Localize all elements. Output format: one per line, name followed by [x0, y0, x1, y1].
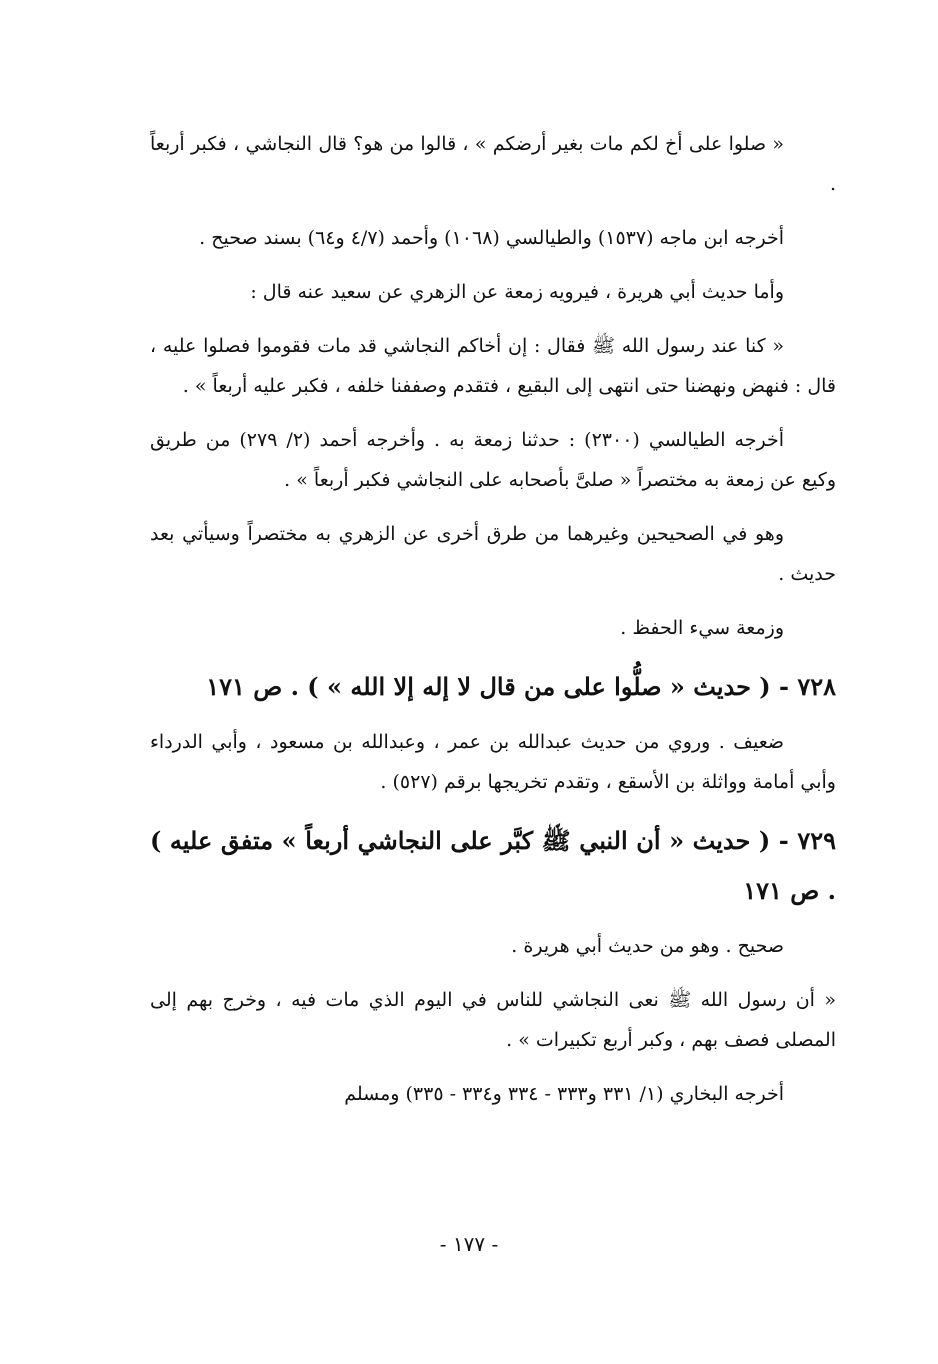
- paragraph-13: أخرجه البخاري (١/ ٣٣١ و٣٣٣ - ٣٣٤ و٣٣٤ - ٣٣٥) ومسلم: [344, 1083, 784, 1105]
- paragraph-3: وأما حديث أبي هريرة ، فيرويه زمعة عن الزهري عن سعيد عنه قال :: [250, 281, 784, 303]
- hadith-heading-729: ٧٢٩ - ( حديث « أن النبي ﷺ كبَّر على النجاشي أربعاً » متفق عليه ) . ص ١٧١: [150, 826, 836, 905]
- page-body: [150, 124, 836, 1114]
- paragraph-9: ضعيف . وروي من حديث عبدالله بن عمر ، وعبدالله بن مسعود ، وأبي الدرداء وأبي أمامة وواثلة بن الأسقع ، وتقدم تخريجها برقم (٥٢٧) .: [150, 731, 836, 793]
- page-number: - ١٧٧ -: [439, 1232, 499, 1256]
- paragraph-7: وزمعة سيء الحفظ .: [620, 617, 784, 639]
- paragraph-11: صحيح . وهو من حديث أبي هريرة .: [511, 935, 784, 957]
- paragraph-5: أخرجه الطيالسي (٢٣٠٠) : حدثنا زمعة به . وأخرجه أحمد (٢/ ٢٧٩) من طريق وكيع عن زمعة به مختصراً « صلىَّ بأصحابه على النجاشي فكبر أربعاً » .: [150, 429, 836, 491]
- hadith-heading-728: ٧٢٨ - ( حديث « صلُّوا على من قال لا إله إلا الله » ) . ص ١٧١: [206, 672, 836, 701]
- paragraph-12: « أن رسول الله ﷺ نعى النجاشي للناس في اليوم الذي مات فيه ، وخرج بهم إلى المصلى فصف بهم ، وكبر أربع تكبيرات » .: [150, 989, 836, 1051]
- paragraph-4: « كنا عند رسول الله ﷺ فقال : إن أخاكم النجاشي قد مات فقوموا فصلوا عليه ، قال : فنهض ونهضنا حتى انتهى إلى البقيع ، فتقدم وصففنا خلفه ، فكبر عليه أربعاً » .: [150, 335, 836, 397]
- paragraph-2: أخرجه ابن ماجه (١٥٣٧) والطيالسي (١٠٦٨) وأحمد (٤/٧ و٦٤) بسند صحيح .: [199, 227, 784, 249]
- paragraph-1: « صلوا على أخ لكم مات بغير أرضكم » ، قالوا من هو؟ قال النجاشي ، فكبر أربعاً .: [150, 133, 836, 195]
- paragraph-6: وهو في الصحيحين وغيرهما من طرق أخرى عن الزهري به مختصراً وسيأتي بعد حديث .: [150, 523, 836, 585]
